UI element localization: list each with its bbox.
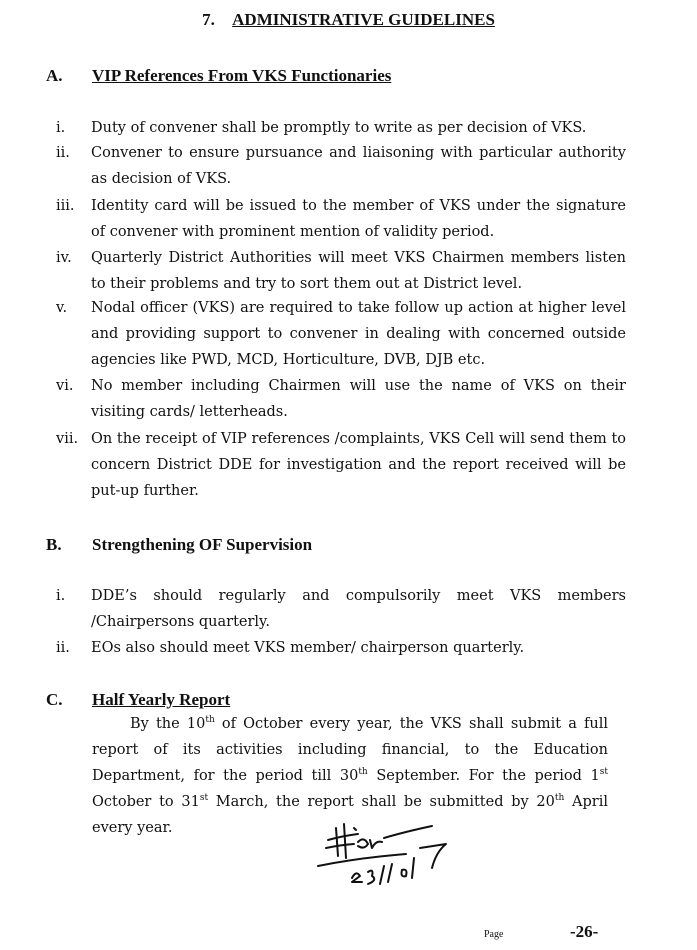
page-title [0,10,697,30]
section-a-item [46,295,626,373]
section-b-item [46,583,626,635]
section-a-item [46,426,626,504]
item-text: Nodal officer (VKS) are required to take follow up action at higher level and providing support to convener in dealing with concerned outside agencies like PWD, MCD, Horticulture, DVB, DJB etc. [91,300,626,368]
item-text: DDE’s should regularly and compulsorily meet VKS members /Chairpersons quarterly. [91,588,626,630]
item-number: ii. [56,640,70,656]
section-c-letter: C. [46,690,63,709]
item-number: v. [56,300,68,316]
item-text: EOs also should meet VKS member/ chairperson quarterly. [91,640,525,656]
section-b-item [46,635,626,661]
item-number: i. [56,588,66,604]
item-text: Identity card will be issued to the member of VKS under the signature of convener with prominent mention of validity period. [91,198,626,240]
item-number: vii. [56,431,79,447]
section-a-item [46,193,626,245]
section-a-item [46,140,626,192]
item-text: Duty of convener shall be promptly to write as per decision of VKS. [91,120,587,136]
item-number: ii. [56,145,70,161]
page-label: Page [484,929,504,940]
section-b-letter: B. [46,535,62,554]
page-number: -26- [570,922,599,941]
item-number: vi. [56,378,74,394]
item-number: iii. [56,198,75,214]
item-text: Convener to ensure pursuance and liaisoning with particular authority as decision of VKS. [91,145,626,187]
section-a-item [46,245,626,297]
item-number: iv. [56,250,72,266]
section-b-title: Strengthening OF Supervision [92,535,313,554]
item-number: i. [56,120,66,136]
item-text: On the receipt of VIP references /complaints, VKS Cell will send them to concern District DDE for investigation and the report received will be put-up further. [91,431,626,499]
handwritten-signature [308,818,458,890]
section-a-title: VIP References From VKS Functionaries [92,66,392,85]
chapter-number: 7. [202,10,215,29]
item-text: Quarterly District Authorities will meet VKS Chairmen members listen to their problems and try to sort them out at District level. [91,250,626,292]
item-text: No member including Chairmen will use the name of VKS on their visiting cards/ letterheads. [91,378,626,420]
section-a-item [46,373,626,425]
section-c-title: Half Yearly Report [92,690,231,709]
chapter-title: ADMINISTRATIVE GUIDELINES [232,10,495,29]
section-a-item [46,115,626,141]
half-yearly-report-paragraph: By the 10th of October every year, the VKS shall submit a full report of its activities including financial, to the Education Department, for the period till 30th September. For the period 1st October to 31st March, the report shall be submitted by 20th April every year. [92,715,608,836]
section-a-letter: A. [46,66,63,85]
